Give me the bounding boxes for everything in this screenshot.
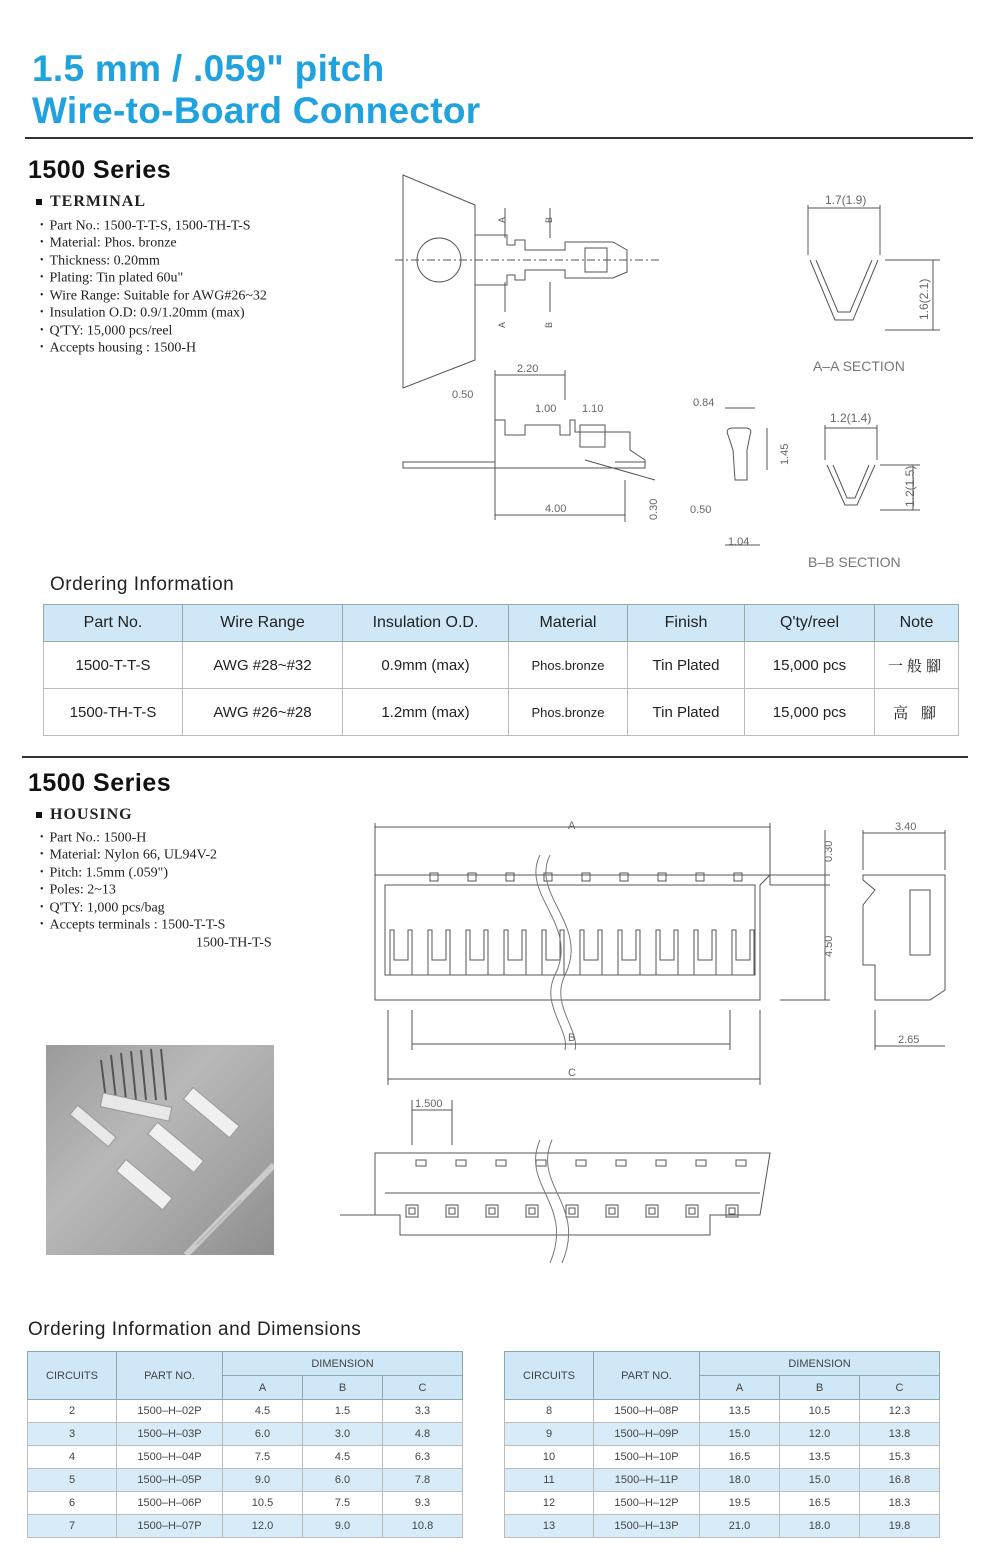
header-dimension: DIMENSION	[700, 1352, 940, 1376]
label-bb-height: 1.2(1.5)	[903, 465, 917, 507]
contact-window-inner	[569, 1208, 575, 1214]
table-cell: 13	[505, 1515, 594, 1538]
label-4-00: 4.00	[545, 503, 567, 515]
divider-middle	[22, 756, 968, 758]
table-cell: 10.8	[383, 1515, 463, 1538]
contact-window-inner	[489, 1208, 495, 1214]
table-cell: 19.5	[700, 1492, 780, 1515]
housing-slot	[732, 930, 754, 975]
table-cell: AWG #28~#32	[183, 642, 343, 689]
table-cell: 7.5	[223, 1446, 303, 1469]
table-cell: 7.8	[383, 1469, 463, 1492]
contact-window-inner	[409, 1208, 415, 1214]
label-dim-b: B	[568, 1032, 576, 1044]
spec-item: • Part No.: 1500-T-T-S, 1500-TH-T-S	[40, 218, 267, 235]
housing-latch	[734, 873, 742, 881]
label-b-bottom: B	[544, 321, 554, 328]
housing-latch	[736, 1160, 746, 1166]
table-row	[28, 1469, 463, 1492]
housing-slot	[580, 930, 602, 975]
table-cell: 19.8	[860, 1515, 940, 1538]
housing-slot	[428, 930, 450, 975]
table-cell: 15.0	[780, 1469, 860, 1492]
table-cell: 7.5	[303, 1492, 383, 1515]
title-line-2: Wire-to-Board Connector	[32, 90, 481, 131]
spec-item: • Plating: Tin plated 60u"	[40, 270, 267, 287]
label-3-40: 3.40	[895, 821, 917, 833]
header-c: C	[860, 1376, 940, 1400]
label-a-top: A	[497, 216, 507, 223]
table-cell: 18.3	[860, 1492, 940, 1515]
table-cell: 1500–H–03P	[117, 1423, 223, 1446]
table-cell: 3	[28, 1423, 117, 1446]
ordering-dimensions-title: Ordering Information and Dimensions	[28, 1319, 362, 1340]
table-cell: 6.0	[223, 1423, 303, 1446]
label-1-00: 1.00	[535, 403, 557, 415]
label-a-bottom: A	[497, 321, 507, 328]
label-1-500: 1.500	[415, 1098, 443, 1110]
table-cell: 13.5	[780, 1446, 860, 1469]
header-circuits: CIRCUITS	[505, 1352, 594, 1400]
table-row	[505, 1423, 940, 1446]
label-aa-height: 1.6(2.1)	[917, 278, 931, 320]
table-cell: 6.0	[303, 1469, 383, 1492]
table-cell: 10.5	[780, 1400, 860, 1423]
label-dim-a: A	[568, 820, 576, 832]
column-header: Insulation O.D.	[343, 605, 509, 642]
housing-slot	[618, 930, 640, 975]
table-row	[505, 1446, 940, 1469]
table-cell: 3.3	[383, 1400, 463, 1423]
table-row	[28, 1492, 463, 1515]
spec-item-continued: 1500-TH-T-S	[196, 935, 272, 951]
housing-latch	[616, 1160, 626, 1166]
housing-latch	[430, 873, 438, 881]
table-row	[28, 1515, 463, 1538]
housing-latch	[620, 873, 628, 881]
contact-window-inner	[729, 1208, 735, 1214]
dimension-table-left	[27, 1351, 463, 1538]
label-0-50: 0.50	[452, 389, 474, 401]
table-cell: 1500–H–10P	[594, 1446, 700, 1469]
table-cell: 11	[505, 1469, 594, 1492]
table-cell: 7	[28, 1515, 117, 1538]
subheading-housing	[36, 806, 133, 824]
housing-slot	[694, 930, 716, 975]
table-cell: 18.0	[700, 1469, 780, 1492]
table-cell: 16.8	[860, 1469, 940, 1492]
ordering-table-header	[44, 605, 959, 642]
spec-item: • Thickness: 0.20mm	[40, 253, 267, 270]
housing-latch	[656, 1160, 666, 1166]
header-b: B	[303, 1376, 383, 1400]
table-cell: 10.5	[223, 1492, 303, 1515]
table-cell: 1500–H–06P	[117, 1492, 223, 1515]
housing-drawing	[340, 815, 970, 1270]
column-header: Note	[875, 605, 959, 642]
contact-window-inner	[689, 1208, 695, 1214]
table-cell: AWG #26~#28	[183, 689, 343, 736]
table-cell: 15,000 pcs	[745, 642, 875, 689]
housing-latch	[696, 1160, 706, 1166]
table-cell: 1500–H–09P	[594, 1423, 700, 1446]
table-cell: 高 腳	[875, 689, 959, 736]
contact-window-inner	[649, 1208, 655, 1214]
label-0-50-b: 0.50	[690, 504, 712, 516]
table-cell: 12	[505, 1492, 594, 1515]
column-header: Part No.	[44, 605, 183, 642]
table-row	[505, 1492, 940, 1515]
label-b-top: B	[544, 216, 554, 223]
table-cell: 16.5	[700, 1446, 780, 1469]
bullet-square-icon	[36, 812, 42, 818]
spec-item: • Material: Nylon 66, UL94V-2	[40, 847, 272, 864]
label-0-84: 0.84	[693, 397, 715, 409]
connector-photo-image	[46, 1045, 274, 1255]
table-row	[44, 642, 959, 689]
housing-latch	[582, 873, 590, 881]
table-cell: 3.0	[303, 1423, 383, 1446]
table-cell: Phos.bronze	[509, 642, 628, 689]
table-row	[28, 1400, 463, 1423]
contact-window-inner	[449, 1208, 455, 1214]
table-cell: 1500–H–04P	[117, 1446, 223, 1469]
spec-item: • Part No.: 1500-H	[40, 830, 272, 847]
contact-window	[486, 1205, 498, 1217]
label-aa-section: A–A SECTION	[813, 358, 905, 374]
subheading-terminal	[36, 193, 146, 211]
spec-item: • Pitch: 1.5mm (.059")	[40, 865, 272, 882]
housing-latch	[658, 873, 666, 881]
contact-window-inner	[529, 1208, 535, 1214]
header-circuits: CIRCUITS	[28, 1352, 117, 1400]
ordering-table	[43, 604, 959, 736]
column-header: Finish	[628, 605, 745, 642]
housing-slot	[656, 930, 678, 975]
housing-latch	[576, 1160, 586, 1166]
table-cell: 15,000 pcs	[745, 689, 875, 736]
column-header: Material	[509, 605, 628, 642]
table-row	[44, 689, 959, 736]
table-cell: 1500-TH-T-S	[44, 689, 183, 736]
housing-latch	[696, 873, 704, 881]
housing-spec-list	[40, 830, 272, 952]
housing-slot	[390, 930, 412, 975]
label-0-30: 0.30	[648, 498, 660, 520]
housing-latch	[468, 873, 476, 881]
label-bb-width: 1.2(1.4)	[830, 411, 872, 425]
column-header: Wire Range	[183, 605, 343, 642]
table-cell: 13.8	[860, 1423, 940, 1446]
table-cell: 9.0	[303, 1515, 383, 1538]
table-cell: 12.0	[223, 1515, 303, 1538]
table-cell: 4.5	[303, 1446, 383, 1469]
label-1-10: 1.10	[582, 403, 604, 415]
header-c: C	[383, 1376, 463, 1400]
table-cell: 1.5	[303, 1400, 383, 1423]
table-cell: 12.0	[780, 1423, 860, 1446]
header-a: A	[700, 1376, 780, 1400]
label-dim-c: C	[568, 1067, 576, 1079]
table-row	[28, 1446, 463, 1469]
table-cell: 6.3	[383, 1446, 463, 1469]
table-cell: 1500-T-T-S	[44, 642, 183, 689]
table-cell: 1500–H–07P	[117, 1515, 223, 1538]
contact-window	[686, 1205, 698, 1217]
dimension-table-right	[504, 1351, 940, 1538]
table-row	[505, 1469, 940, 1492]
terminal-drawing	[395, 160, 970, 580]
label-bb-section: B–B SECTION	[808, 554, 901, 570]
table-cell: 15.0	[700, 1423, 780, 1446]
table-cell: 4	[28, 1446, 117, 1469]
divider-top	[25, 137, 973, 139]
table-cell: 0.9mm (max)	[343, 642, 509, 689]
header-part-no: PART NO.	[594, 1352, 700, 1400]
table-cell: 18.0	[780, 1515, 860, 1538]
spec-item: • Q'TY: 15,000 pcs/reel	[40, 323, 267, 340]
contact-window	[406, 1205, 418, 1217]
housing-latch	[496, 1160, 506, 1166]
table-cell: 16.5	[780, 1492, 860, 1515]
contact-window	[526, 1205, 538, 1217]
table-cell: 13.5	[700, 1400, 780, 1423]
subheading-terminal-text: TERMINAL	[50, 193, 147, 210]
housing-slot	[466, 930, 488, 975]
title-line-1: 1.5 mm / .059" pitch	[32, 48, 385, 89]
spec-item: • Material: Phos. bronze	[40, 235, 267, 252]
table-cell: 12.3	[860, 1400, 940, 1423]
bullet-square-icon	[36, 199, 42, 205]
table-cell: 9.0	[223, 1469, 303, 1492]
label-1-45: 1.45	[779, 443, 791, 465]
header-a: A	[223, 1376, 303, 1400]
contact-window	[606, 1205, 618, 1217]
series-heading-terminal: 1500 Series	[28, 156, 172, 184]
housing-latch	[416, 1160, 426, 1166]
table-cell: 2	[28, 1400, 117, 1423]
table-cell: 1500–H–12P	[594, 1492, 700, 1515]
table-cell: 6	[28, 1492, 117, 1515]
table-cell: Phos.bronze	[509, 689, 628, 736]
table-cell: 9	[505, 1423, 594, 1446]
contact-window-inner	[609, 1208, 615, 1214]
table-row	[505, 1400, 940, 1423]
table-cell: 4.8	[383, 1423, 463, 1446]
table-cell: 1500–H–11P	[594, 1469, 700, 1492]
label-0-30-h: 0.30	[823, 840, 835, 862]
table-cell: 4.5	[223, 1400, 303, 1423]
spec-item: • Accepts housing : 1500-H	[40, 340, 267, 357]
product-photo	[46, 1045, 274, 1255]
contact-window	[446, 1205, 458, 1217]
table-cell: 1500–H–13P	[594, 1515, 700, 1538]
table-cell: 15.3	[860, 1446, 940, 1469]
series-heading-housing: 1500 Series	[28, 769, 172, 797]
spec-item: • Poles: 2~13	[40, 882, 272, 899]
contact-window	[646, 1205, 658, 1217]
spec-item: • Q'TY: 1,000 pcs/bag	[40, 900, 272, 917]
spec-item: • Wire Range: Suitable for AWG#26~32	[40, 288, 267, 305]
table-cell: 1500–H–05P	[117, 1469, 223, 1492]
label-4-50: 4.50	[823, 935, 835, 957]
header-part-no: PART NO.	[117, 1352, 223, 1400]
label-1-04: 1.04	[728, 536, 750, 548]
housing-latch	[456, 1160, 466, 1166]
housing-latch	[506, 873, 514, 881]
header-dimension: DIMENSION	[223, 1352, 463, 1376]
table-cell: 一般腳	[875, 642, 959, 689]
table-cell: 9.3	[383, 1492, 463, 1515]
terminal-spec-list	[40, 218, 267, 357]
spec-item: • Insulation O.D: 0.9/1.20mm (max)	[40, 305, 267, 322]
housing-latch	[536, 1160, 546, 1166]
label-2-65: 2.65	[898, 1034, 920, 1046]
table-cell: 1.2mm (max)	[343, 689, 509, 736]
table-row	[505, 1515, 940, 1538]
table-cell: 8	[505, 1400, 594, 1423]
housing-slot	[504, 930, 526, 975]
column-header: Q'ty/reel	[745, 605, 875, 642]
table-cell: Tin Plated	[628, 689, 745, 736]
table-cell: 1500–H–02P	[117, 1400, 223, 1423]
table-cell: 1500–H–08P	[594, 1400, 700, 1423]
table-cell: 10	[505, 1446, 594, 1469]
spec-item: • Accepts terminals : 1500-T-T-S	[40, 917, 272, 934]
ordering-info-title: Ordering Information	[50, 574, 235, 595]
housing-latch	[544, 873, 552, 881]
subheading-housing-text: HOUSING	[50, 806, 133, 823]
table-row	[28, 1423, 463, 1446]
table-cell: 5	[28, 1469, 117, 1492]
table-cell: 21.0	[700, 1515, 780, 1538]
header-b: B	[780, 1376, 860, 1400]
contact-window	[566, 1205, 578, 1217]
table-cell: Tin Plated	[628, 642, 745, 689]
label-aa-width: 1.7(1.9)	[825, 193, 867, 207]
label-2-20: 2.20	[517, 363, 539, 375]
